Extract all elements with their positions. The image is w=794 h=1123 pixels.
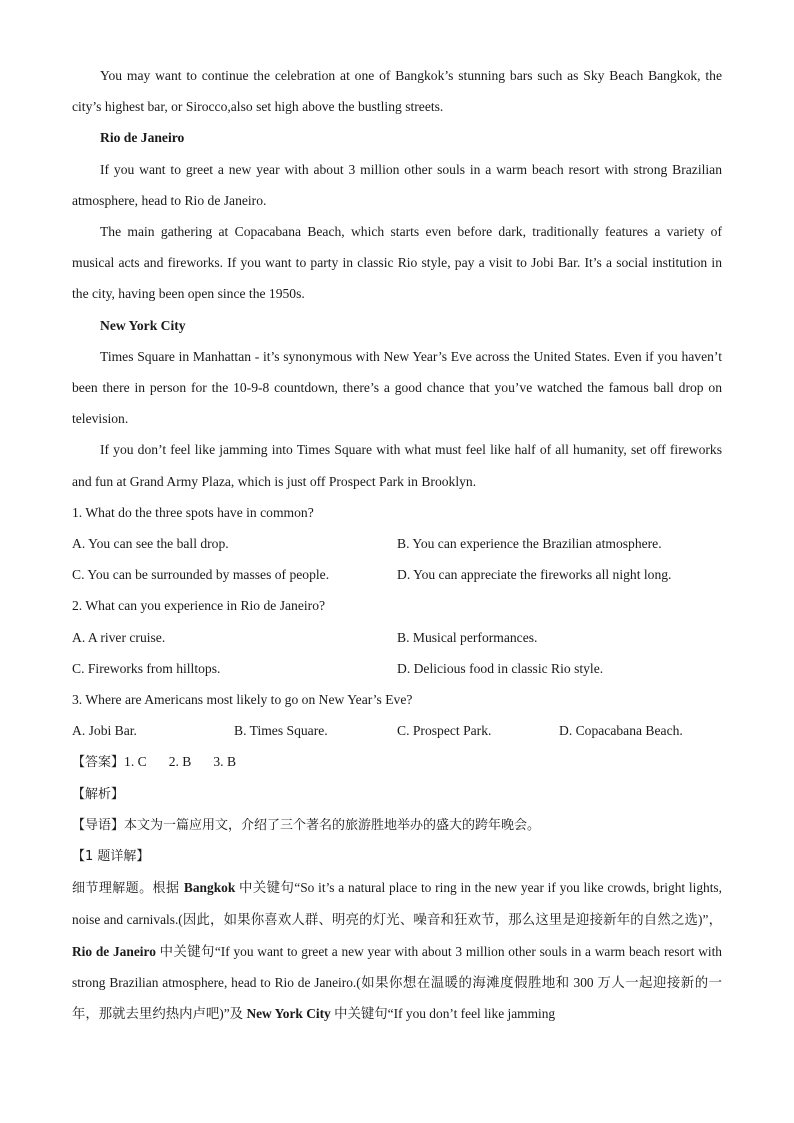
question-3-option-c: C. Prospect Park. xyxy=(397,723,492,739)
answer-label: 【答案】 xyxy=(72,755,125,771)
question-1-stem: 1. What do the three spots have in common? xyxy=(72,504,314,520)
detail-text-4: 中关键句“If you don’t feel like jamming xyxy=(330,1006,556,1022)
section-heading-rio: Rio de Janeiro xyxy=(100,130,185,146)
question-3-stem: 3. Where are Americans most likely to go on New Year’s Eve? xyxy=(72,692,413,708)
question-2-option-a: A. A river cruise. xyxy=(72,629,166,645)
passage-paragraph-rio-copacabana: The main gathering at Copacabana Beach, which starts even before dark, traditionally features a variety of musical acts and fireworks. If you want to party in classic Rio style, pay a visit to Jobi Bar. It’s a social institution in the city, having been open since the 1950s. xyxy=(72,224,722,302)
passage-paragraph-rio-intro: If you want to greet a new year with about 3 million other souls in a warm beach resort with strong Brazilian atmosphere, head to Rio de Janeiro. xyxy=(72,161,722,208)
detail-paragraph xyxy=(72,872,722,1029)
passage-paragraph-times-square: Times Square in Manhattan - it’s synonymous with New Year’s Eve across the United States. Even if you haven’t been there in person for the 10-9-8 countdown, there’s a good chance that you’ve watched the famous ball drop on television. xyxy=(72,348,722,427)
question-3-options-row xyxy=(72,715,722,746)
question-2-option-d: D. Delicious food in classic Rio style. xyxy=(397,660,604,676)
detail-keyword-bangkok: Bangkok xyxy=(183,880,236,896)
question-1-options-row-2 xyxy=(72,559,722,590)
question-2-options-row-2 xyxy=(72,653,722,684)
detail-text-3: 中关键句“If you want to greet a new year with about 3 million other souls in a warm beach resort with strong Brazilian atmosphere, head to Rio de Janeiro.(如果你想在温暖的海滩度假胜地和 300 万人一起迎接新的一年，那就去里约热内卢吧)”及 xyxy=(72,943,722,1022)
section-heading-new-york: New York City xyxy=(100,317,186,333)
question-1-option-d: D. You can appreciate the fireworks all night long. xyxy=(397,567,672,583)
question-2-stem: 2. What can you experience in Rio de Janeiro? xyxy=(72,598,326,614)
question-1-option-c: C. You can be surrounded by masses of people. xyxy=(72,567,330,583)
answer-2: 2. B xyxy=(168,754,192,770)
analysis-label: 【解析】 xyxy=(72,786,125,802)
detail-text-1: 细节理解题。根据 xyxy=(72,881,184,897)
detail-keyword-new-york: New York City xyxy=(246,1006,331,1022)
detail-text-2: 中关键句“So it’s a natural place to ring in the new year if you like crowds, bright lights, noise and carnivals.(因此，如果你喜欢人群、明亮的灯光、噪音和狂欢节，那么这里是迎接新年的自然之选)”， xyxy=(72,880,722,928)
passage-paragraph-bangkok-bars: You may want to continue the celebration at one of Bangkok’s stunning bars such as Sky Beach Bangkok, the city’s highest bar, or Sirocco,also set high above the bustling streets. xyxy=(72,68,722,115)
question-3-option-d: D. Copacabana Beach. xyxy=(559,723,683,739)
question-3-option-a: A. Jobi Bar. xyxy=(72,723,137,739)
question-2-option-b: B. Musical performances. xyxy=(397,629,538,645)
question-2-option-c: C. Fireworks from hilltops. xyxy=(72,660,221,676)
answer-line xyxy=(72,746,722,778)
passage-paragraph-grand-army-plaza: If you don’t feel like jamming into Times Square with what must feel like half of all humanity, set off fireworks and fun at Grand Army Plaza, which is just off Prospect Park in Brooklyn. xyxy=(72,442,722,489)
guide-label: 【导语】 xyxy=(72,817,125,833)
guide-line xyxy=(72,810,722,841)
detail-keyword-rio: Rio de Janeiro xyxy=(72,943,156,959)
question-1-option-b: B. You can experience the Brazilian atmosphere. xyxy=(397,536,662,552)
answer-1: 1. C xyxy=(124,754,147,770)
detail-label: 【1 题详解】 xyxy=(72,849,150,865)
answer-3: 3. B xyxy=(213,754,237,770)
document-page xyxy=(72,60,722,1029)
question-3-option-b: B. Times Square. xyxy=(234,723,328,739)
question-1-options-row-1 xyxy=(72,528,722,559)
question-1-option-a: A. You can see the ball drop. xyxy=(72,536,229,552)
guide-text: 本文为一篇应用文，介绍了三个著名的旅游胜地举办的盛大的跨年晚会。 xyxy=(124,817,541,833)
question-2-options-row-1 xyxy=(72,622,722,653)
